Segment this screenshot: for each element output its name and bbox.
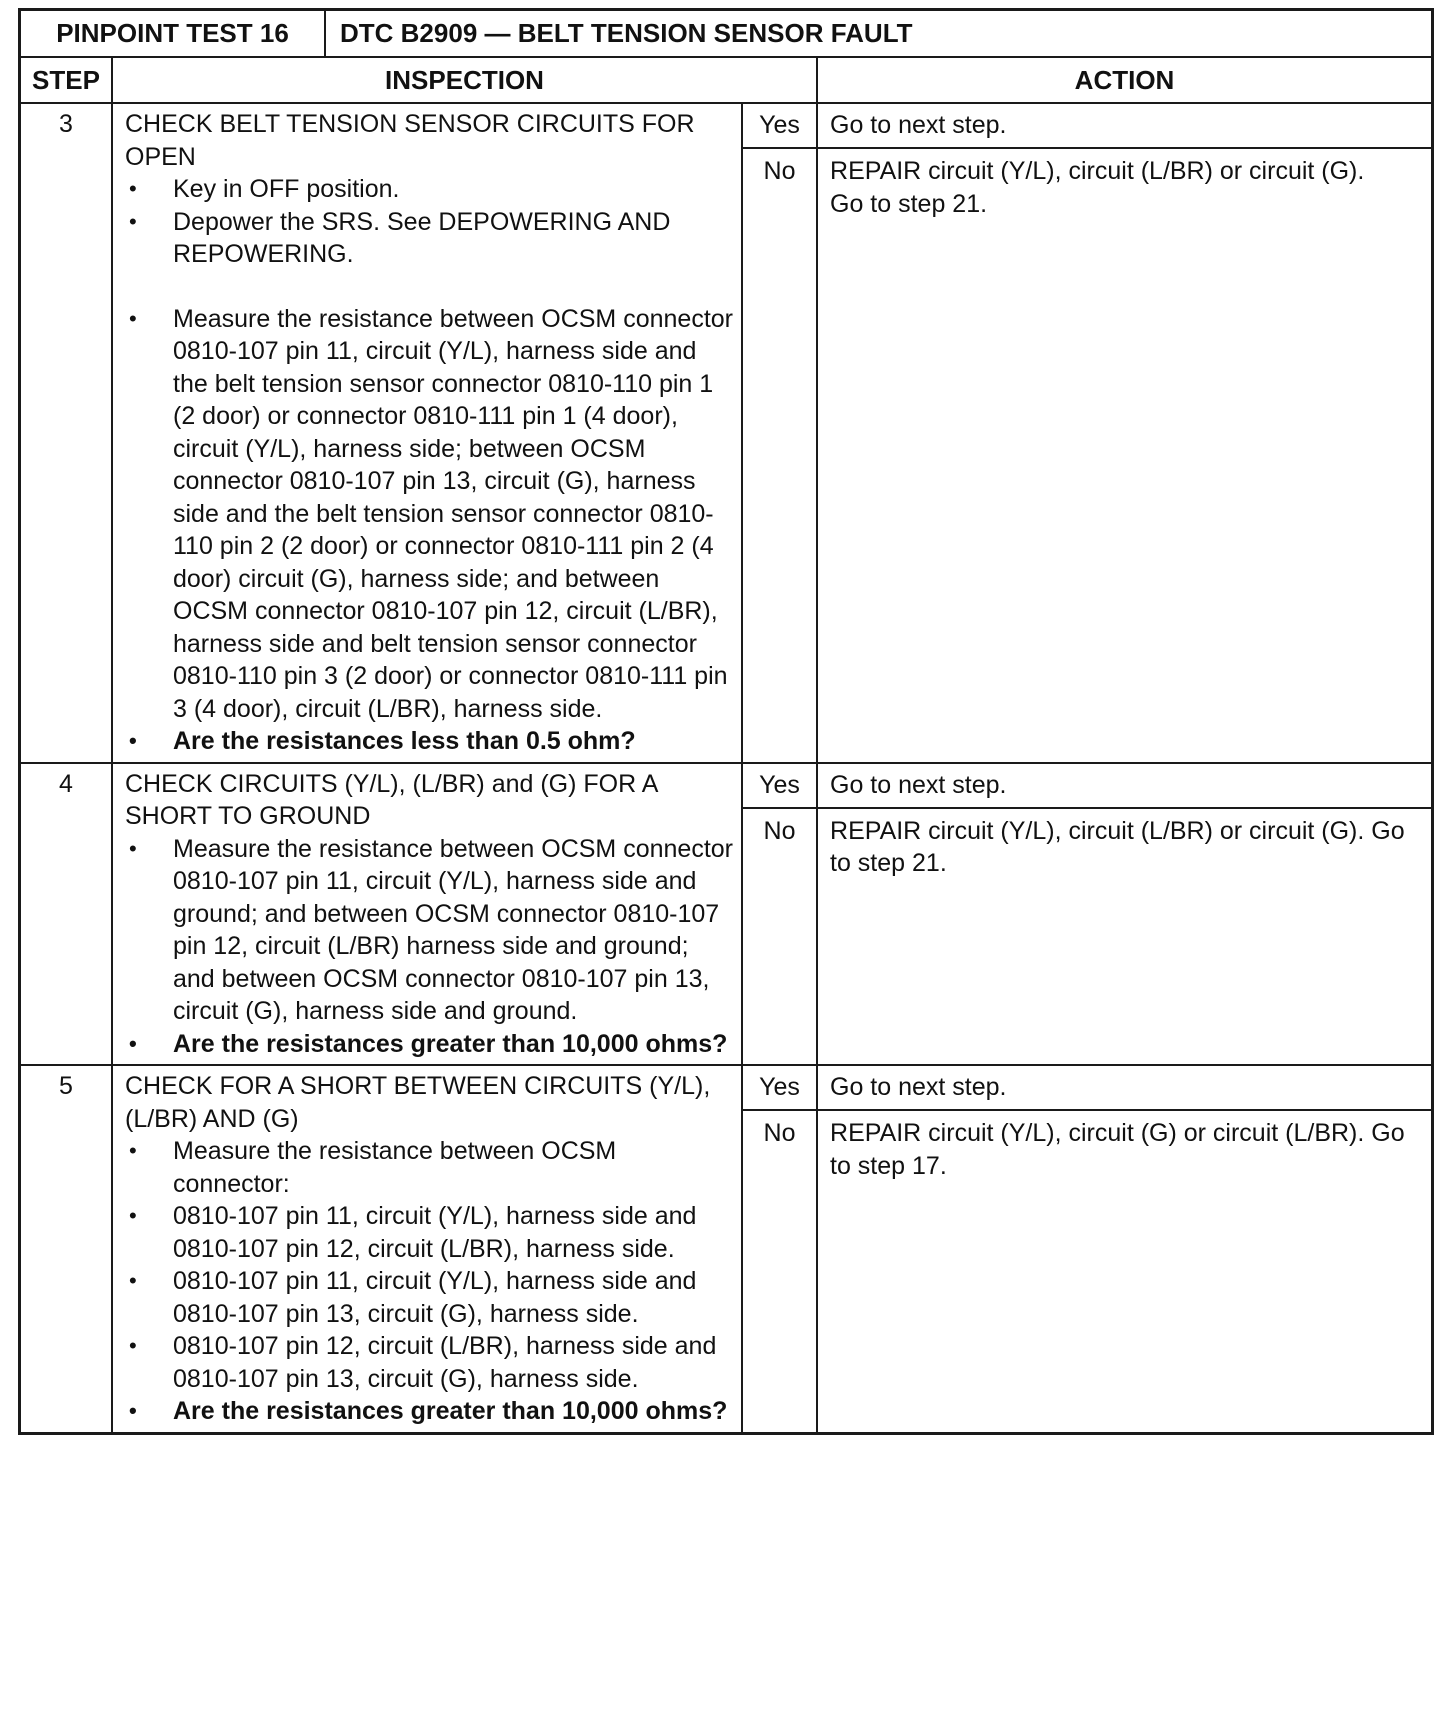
no-action-text: REPAIR circuit (Y/L), circuit (L/BR) or circuit (G). [830, 157, 1365, 185]
yes-action: Go to next step. [818, 764, 1431, 809]
yes-label: Yes [743, 1066, 816, 1111]
test-header [21, 11, 1431, 58]
inspection-cell [112, 1065, 742, 1432]
no-action [818, 809, 1431, 880]
step-number: 4 [21, 763, 112, 1066]
inspection-item: • Depower the SRS. See DEPOWERING AND REPOWERING. [125, 206, 733, 271]
pinpoint-test-sheet [18, 8, 1434, 1435]
action-cell [817, 1065, 1431, 1432]
step-row [21, 103, 1431, 763]
pinpoint-test-label: PINPOINT TEST 16 [21, 11, 326, 56]
step-title: CHECK FOR A SHORT BETWEEN CIRCUITS (Y/L), (L/BR) AND (G) [125, 1072, 711, 1133]
no-action-goto: Go to step 21. [830, 189, 988, 218]
yes-label: Yes [743, 764, 816, 809]
inspection-item: • 0810-107 pin 11, circuit (Y/L), harness side and 0810-107 pin 13, circuit (G), harness side. [125, 1265, 733, 1330]
inspection-question: • Are the resistances less than 0.5 ohm? [125, 725, 733, 758]
inspection-cell [112, 763, 742, 1066]
inspection-item: • Measure the resistance between OCSM connector: [125, 1135, 733, 1200]
yes-no-cell [742, 763, 817, 1066]
inspection-cell [112, 103, 742, 763]
column-header-step: STEP [21, 58, 112, 103]
dtc-label: DTC B2909 — BELT TENSION SENSOR FAULT [340, 18, 913, 48]
step-row [21, 763, 1431, 1066]
inspection-question: • Are the resistances greater than 10,000 ohms? [125, 1395, 733, 1428]
column-header-action: ACTION [817, 58, 1431, 103]
no-action [818, 1111, 1431, 1182]
yes-no-cell [742, 103, 817, 763]
no-label: No [763, 816, 796, 845]
no-action [818, 149, 1431, 220]
inspection-item: • Measure the resistance between OCSM connector 0810-107 pin 11, circuit (Y/L), harness side and the belt tension sensor connector 0810-110 pin 1 (2 door) or connector 0810-111 pin 1 (4 door), circuit (Y/L), harness side; between OCSM connector 0810-107 pin 13, circuit (G), harness side and the belt tension sensor connector 0810-110 pin 2 (2 door) or connector 0810-111 pin 2 (4 door) circuit (G), harness side; and between OCSM connector 0810-107 pin 12, circuit (L/BR), harness side and belt tension sensor connector 0810-110 pin 3 (2 door) or connector 0810-111 pin 3 (4 door), circuit (L/BR), harness side. [125, 303, 733, 726]
column-header-row [21, 58, 1431, 103]
inspection-table [21, 58, 1431, 1432]
step-number: 5 [21, 1065, 112, 1432]
step-title: CHECK CIRCUITS (Y/L), (L/BR) and (G) FOR A SHORT TO GROUND [125, 769, 658, 830]
no-action-text: REPAIR circuit (Y/L), circuit (G) or circuit (L/BR). Go to step 17. [830, 1119, 1405, 1180]
action-cell [817, 763, 1431, 1066]
no-action-text: REPAIR circuit (Y/L), circuit (L/BR) or circuit (G). Go to step 21. [830, 816, 1405, 877]
inspection-list [125, 173, 733, 758]
step-title: CHECK BELT TENSION SENSOR CIRCUITS FOR OPEN [125, 110, 695, 171]
inspection-item: • Key in OFF position. [125, 173, 733, 206]
action-cell [817, 103, 1431, 763]
no-label: No [763, 1119, 796, 1147]
inspection-item: • 0810-107 pin 12, circuit (L/BR), harness side and 0810-107 pin 13, circuit (G), harness side. [125, 1330, 733, 1395]
yes-action: Go to next step. [818, 1066, 1431, 1111]
yes-action: Go to next step. [818, 104, 1431, 149]
inspection-question: • Are the resistances greater than 10,000 ohms? [125, 1028, 733, 1061]
no-label: No [763, 157, 796, 185]
step-row [21, 1065, 1431, 1432]
yes-no-cell [742, 1065, 817, 1432]
inspection-item: • 0810-107 pin 11, circuit (Y/L), harness side and 0810-107 pin 12, circuit (L/BR), harness side. [125, 1200, 733, 1265]
step-number: 3 [21, 103, 112, 763]
column-header-inspection: INSPECTION [112, 58, 817, 103]
inspection-item: • Measure the resistance between OCSM connector 0810-107 pin 11, circuit (Y/L), harness side and ground; and between OCSM connector 0810-107 pin 12, circuit (L/BR) harness side and ground; and between OCSM connector 0810-107 pin 13, circuit (G), harness side and ground. [125, 833, 733, 1028]
inspection-list [125, 833, 733, 1061]
yes-label: Yes [743, 104, 816, 149]
inspection-list [125, 1135, 733, 1428]
